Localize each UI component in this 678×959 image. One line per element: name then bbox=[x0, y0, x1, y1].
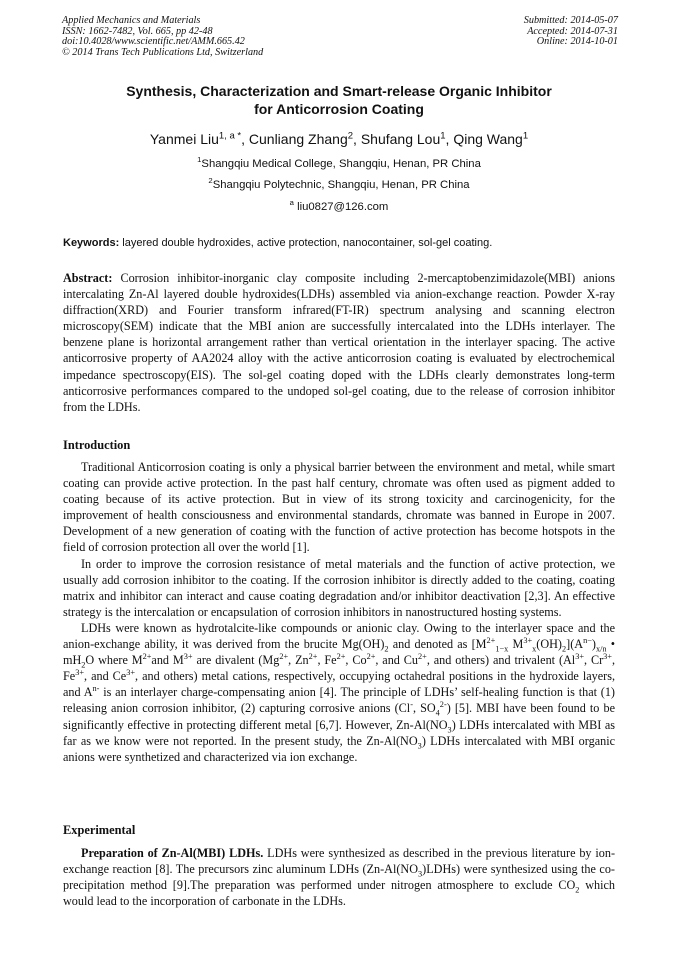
text-run: , and others) metal cations, respectively, occupying octahedral positions in the hydroxide layers, and A bbox=[63, 669, 616, 700]
superscript: 2+ bbox=[486, 635, 496, 645]
journal-name: Applied Mechanics and Materials bbox=[62, 15, 201, 26]
text-run: and M bbox=[151, 653, 184, 668]
text-run: , Fe bbox=[63, 653, 615, 684]
text-run: M bbox=[512, 637, 524, 652]
author-separator: , bbox=[353, 131, 361, 147]
superscript: n- bbox=[92, 684, 100, 694]
subscript: 3 bbox=[447, 724, 452, 734]
email-text: liu0827@126.com bbox=[293, 201, 389, 213]
keywords bbox=[63, 236, 623, 250]
superscript: 3+ bbox=[75, 668, 84, 678]
superscript: 3+ bbox=[126, 668, 136, 678]
superscript: 3+ bbox=[603, 652, 612, 662]
text-run: , Cr bbox=[584, 653, 604, 668]
paragraph: LDHs were known as hydrotalcite-like compounds or anionic clay. Owing to the interlayer space and the anion-exchange ability, it was derived from the brucite $Mg(OH)_2$ and denoted as [$M^{2+}_{1-x}$ $M^{3+}_x(OH)_2](A^{n-})_{x/n}$ • $mH_2O$ where $M^{2+}and$ $M^{3+}$ are divalent ($Mg^{2+}$, $Zn^{2+}$, $Fe^{2+}$, $Co^{2+}$, and $Cu^{2+}$, and others) and trivalent ($Al^{3+}$, $Cr^{3+}$, $Fe^{3+}$, and $Ce^{3+}$, and others) metal cations, respectively, occupying octahedral positions in the hydroxide layers, and $A^{n-}$ is an interlayer charge-compensating anion [4]. The principle of LDHs’ self-healing function is that (1) releasing anion corrosion inhibitor, (2) capturing corrosive anions (Cl-, $SO_4^{2-}$) [5]. MBI have been found to be significantly effective in protecting different metal [6,7]. However, $Zn-Al(NO_3)$ LDHs intercalated with MBI as far as we know were not reported. In the present study, the $Zn-Al(NO_3)$ LDHs intercalated with MBI organic anions were synthetized and characterized via ion exchange. bbox=[63, 620, 616, 764]
text-run: ) [5]. MBI have been found to be significantly effective in protecting different metal [6,7]. However, Zn-Al(NO bbox=[63, 701, 615, 732]
journal-doi: doi:10.4028/www.scientific.net/AMM.665.42 bbox=[62, 36, 245, 48]
abstract-label: Abstract: bbox=[63, 271, 113, 285]
text-run: , and others) and trivalent (Al bbox=[426, 653, 576, 668]
affil-mark: a bbox=[289, 198, 294, 208]
superscript: 2+ bbox=[336, 652, 346, 662]
journal-issn: ISSN: 1662-7482, Vol. 665, pp 42-48 bbox=[62, 25, 213, 37]
superscript: 3+ bbox=[523, 635, 533, 645]
subsection-label: Preparation of Zn-Al(MBI) LDHs. bbox=[81, 846, 264, 860]
text-run: LDHs were known as hydrotalcite-like compounds or anionic clay. Owing to the interlayer space and the anion-exchange ability, it was derived from the brucite Mg(OH) bbox=[63, 620, 615, 652]
experimental-body bbox=[63, 845, 615, 909]
subscript: 4 bbox=[435, 708, 440, 718]
title-line-1: Synthesis, Characterization and Smart-release Organic Inhibitor bbox=[126, 83, 552, 99]
text-run: , Fe bbox=[317, 653, 337, 668]
text-run: , and Cu bbox=[375, 653, 419, 668]
text-run: , and Ce bbox=[84, 669, 127, 684]
superscript: 2+ bbox=[142, 652, 152, 662]
subscript: 2 bbox=[384, 644, 389, 654]
text-run: and denoted as [M bbox=[388, 637, 487, 652]
text-run: is an interlayer charge-compensating anion [4]. The principle of LDHs’ self-healing function is that (1) releasing anion corrosion inhibitor, (2) capturing corrosive anions (Cl bbox=[63, 685, 615, 716]
author-affil-mark: 1 bbox=[440, 130, 446, 142]
text-run: O where M bbox=[85, 653, 143, 668]
text-run: )LDHs) were synthesized using the co-precipitation method [9].The preparation was performed under nitrogen atmosphere to exclude CO bbox=[63, 862, 615, 893]
abstract-text: Corrosion inhibitor-inorganic clay composite including 2-mercaptobenzimidazole(MBI) anions intercalating Zn-Al layered double hydroxides(LDHs) assembled via anion-exchange reaction. Powder X-ray diffraction(XRD) and Fourier transform infrared(FT-IR) spectrum analysing and scanning electron microscopy(SEM) indicate that the MBI anion are successfully intercalated into the LDHs interlayer. The benzene plane is horizontal arrangement rather than vertical orientation in the interlayer spacing. The active anticorrosive property of AA2024 alloy with the active anticorrosion coating is evaluated by electrochemical impedance spectroscopy(EIS). The sol-gel coating doped with the LDHs clearly demonstrates long-term anticorrosive performances compared to the undoped sol-gel coating, due to the release of corrosion inhibitor from the LDHs. bbox=[63, 271, 615, 414]
affiliation-2 bbox=[40, 178, 638, 192]
text-run: ](A bbox=[566, 637, 584, 652]
superscript: - bbox=[410, 700, 413, 710]
text-run: (OH) bbox=[536, 637, 562, 652]
paragraph: Traditional Anticorrosion coating is only a physical barrier between the environment and metal, while smart coating can provide active protection. In the past half century, chromate was often used as pigment added to coating because of its active protection. But in view of its strong toxicity and carcinogenicity, for the improvement of health consciousness and environmental standards, chromate was banned in Europe in 2007. Development of a new generation of coating with the function of active protection has become hotspots in the field of corrosion protection all over the world [1]. bbox=[63, 460, 615, 555]
superscript: 2+ bbox=[418, 652, 427, 662]
affil-text: Shangqiu Polytechnic, Shangqiu, Henan, PR China bbox=[212, 179, 470, 191]
text-run: , Co bbox=[345, 653, 367, 668]
corresponding-email bbox=[40, 200, 638, 214]
journal-copyright: © 2014 Trans Tech Publications Ltd, Switzerland bbox=[62, 46, 264, 58]
submission-dates bbox=[524, 16, 618, 48]
author-name: Yanmei Liu bbox=[149, 131, 219, 147]
author-separator: , bbox=[241, 131, 249, 147]
abstract bbox=[63, 270, 615, 415]
affil-text: Shangqiu Medical College, Shangqiu, Henan, PR China bbox=[201, 158, 481, 170]
text-run: ) LDHs intercalated with MBI organic anions were synthetized and characterized via ion exchange. bbox=[63, 733, 615, 764]
author-name: Qing Wang bbox=[453, 131, 523, 147]
text-run: • mH bbox=[63, 637, 615, 668]
superscript: 2+ bbox=[366, 652, 376, 662]
subscript: 1−x bbox=[495, 644, 509, 654]
text-run: , Zn bbox=[288, 653, 309, 668]
paper-title bbox=[60, 82, 618, 118]
keywords-label: Keywords: bbox=[63, 237, 120, 249]
author-list bbox=[40, 131, 638, 147]
superscript: 2- bbox=[439, 700, 447, 710]
text-run: , SO bbox=[412, 701, 436, 716]
subscript: 2 bbox=[81, 660, 86, 670]
section-heading-introduction: Introduction bbox=[63, 438, 131, 452]
superscript: 2+ bbox=[279, 652, 289, 662]
subscript: 2 bbox=[575, 885, 580, 895]
subscript: x/n bbox=[595, 644, 607, 654]
author-name: Cunliang Zhang bbox=[248, 131, 348, 147]
author-affil-mark: 1 bbox=[522, 130, 529, 142]
author-affil-mark: 1, a * bbox=[218, 130, 242, 142]
subscript: x bbox=[532, 644, 537, 654]
text-run: which would lead to the incorporation of carbonate in the LDHs. bbox=[63, 878, 615, 909]
paragraph bbox=[63, 845, 615, 909]
affil-mark: 1 bbox=[197, 155, 202, 165]
affiliation-1 bbox=[40, 157, 638, 171]
paragraph: In order to improve the corrosion resistance of metal materials and the function of active protection, we usually add corrosion inhibitor to the coating. If the corrosion inhibitor is directly added to the coating, coating matrix and inhibitor can interact and cause coating degradation and/or inhibitor deactivation [2,3]. An effective strategy is the intercalation or encapsulation of corrosion inhibitors in nanostructured hosting systems. bbox=[63, 556, 615, 619]
keywords-text: layered double hydroxides, active protection, nanocontainer, sol-gel coating. bbox=[119, 237, 493, 249]
section-heading-experimental: Experimental bbox=[63, 823, 136, 837]
subscript: 2 bbox=[562, 644, 567, 654]
superscript: n− bbox=[583, 635, 592, 645]
superscript: 3+ bbox=[575, 652, 585, 662]
text-run: LDHs were synthesized as described in the previous literature by ion-exchange reaction [8]. The precursors zinc aluminum LDHs (Zn-Al(NO bbox=[63, 846, 615, 877]
submitted-date: Submitted: 2014-05-07 bbox=[523, 15, 618, 26]
text-run: are divalent (Mg bbox=[192, 653, 280, 668]
text-run: ) LDHs intercalated with MBI as far as we know were not reported. In the present study, the Zn-Al(NO bbox=[63, 717, 615, 748]
introduction-body bbox=[63, 459, 615, 765]
author-affil-mark: 2 bbox=[347, 130, 354, 142]
journal-header bbox=[62, 16, 263, 58]
subscript: 3 bbox=[417, 741, 422, 751]
author-name: Shufang Lou bbox=[360, 131, 441, 147]
superscript: 2+ bbox=[308, 652, 318, 662]
affil-mark: 2 bbox=[208, 176, 213, 186]
accepted-date: Accepted: 2014-07-31 bbox=[527, 25, 618, 37]
title-line-2: for Anticorrosion Coating bbox=[254, 101, 424, 117]
superscript: 3+ bbox=[183, 652, 193, 662]
subscript: 3 bbox=[418, 869, 423, 879]
online-date: Online: 2014-10-01 bbox=[536, 36, 618, 48]
author-separator: , bbox=[445, 131, 454, 147]
